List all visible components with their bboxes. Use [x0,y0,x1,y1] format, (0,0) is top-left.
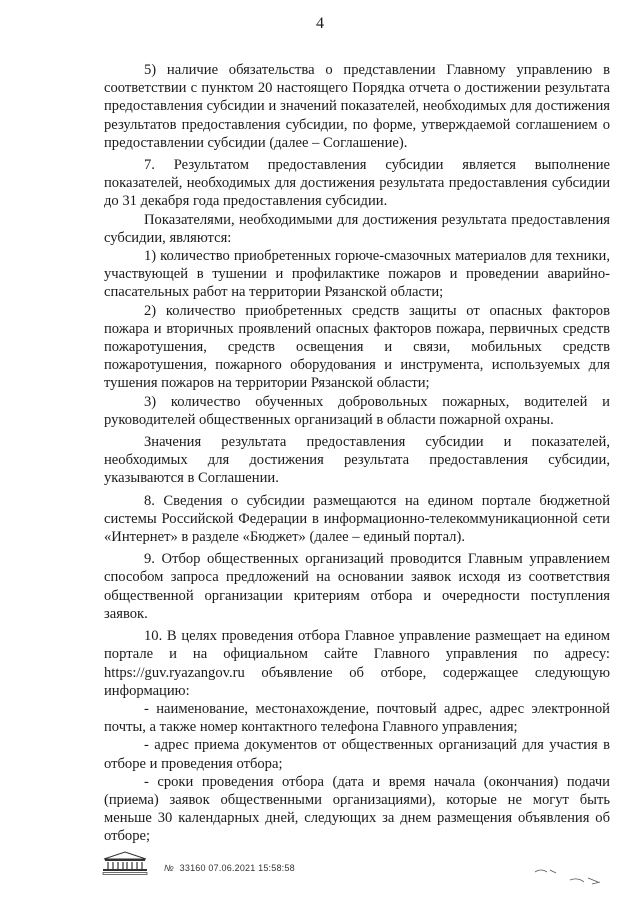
list-item-deadlines: - сроки проведения отбора (дата и время начала (окончания) подачи (приема) заявок общественными организациями), которые не могут быть меньше 30 календарных дней, следующих за днем размещения объявления об отборе; [104,773,610,845]
list-item-name-address: - наименование, местонахождение, почтовый адрес, адрес электронной почты, а также номер контактного телефона Главного управления; [104,700,610,736]
paragraph-10-announcement: 10. В целях проведения отбора Главное управление размещает на едином портале и на официальном сайте Главного управления по адресу: https://guv.ryazangov.ru объявление об отборе, содержащее следующую информацию: [104,628,610,699]
paragraph-indicator-1: 1) количество приобретенных горюче-смазочных материалов для техники, участвующей в тушении и профилактике пожаров и проведении аварийно-спасательных работ на территории Рязанской области; [104,248,610,301]
document-body [104,61,610,846]
paragraph-indicator-3: 3) количество обученных добровольных пожарных, водителей и руководителей общественных организаций в области пожарной охраны. [104,393,610,428]
paragraph-item-5-obligation: 5) наличие обязательства о представлении Главному управлению в соответствии с пунктом 20 настоящего Порядка отчета о достижении результата предоставления субсидии и значений показателей, необходимых для достижения результатов предоставления субсидии, по форме, утверждаемой соглашением о предоставлении субсидии (далее – Соглашение). [104,62,610,151]
paragraph-9-selection: 9. Отбор общественных организаций проводится Главным управлением способом запроса предложений на основании заявок исходя из соответствия общественной организации критериям отбора и очередности поступления заявок. [104,551,610,622]
scan-noise-mark [530,860,610,890]
page-number: 4 [316,15,324,32]
doc-datetime: 07.06.2021 15:58:58 [208,863,295,873]
paragraph-values: Значения результата предоставления субсидии и показателей, необходимых для достижения результата предоставления субсидии, указываются в Соглашении. [104,434,610,487]
list-item-doc-address: - адрес приема документов от общественных организаций для участия в отборе и проведения отбора; [104,737,610,772]
doc-number: 33160 [179,863,206,873]
footer [100,850,295,876]
document-registration-stamp [164,863,295,876]
paragraph-7-result: 7. Результатом предоставления субсидии является выполнение показателей, необходимых для достижения результата предоставления субсидии до 31 декабря года предоставления субсидии. [104,157,610,210]
paragraph-8-info: 8. Сведения о субсидии размещаются на едином портале бюджетной системы Российской Федерации в информационно-телекоммуникационной сети «Интернет» в разделе «Бюджет» (далее – единый портал). [104,492,610,546]
paragraph-indicators-intro: Показателями, необходимыми для достижения результата предоставления субсидии, являются: [104,211,610,246]
building-logo-icon [100,850,150,876]
paragraph-indicator-2: 2) количество приобретенных средств защиты от опасных факторов пожара и вторичных проявлений опасных факторов пожара, первичных средств пожаротушения, средств освещения и связи, мобильных средств пожаротушения, пожарного оборудования и инструмента, используемых для тушения пожаров на территории Рязанской области; [104,302,610,392]
doc-number-symbol: № [164,863,174,873]
